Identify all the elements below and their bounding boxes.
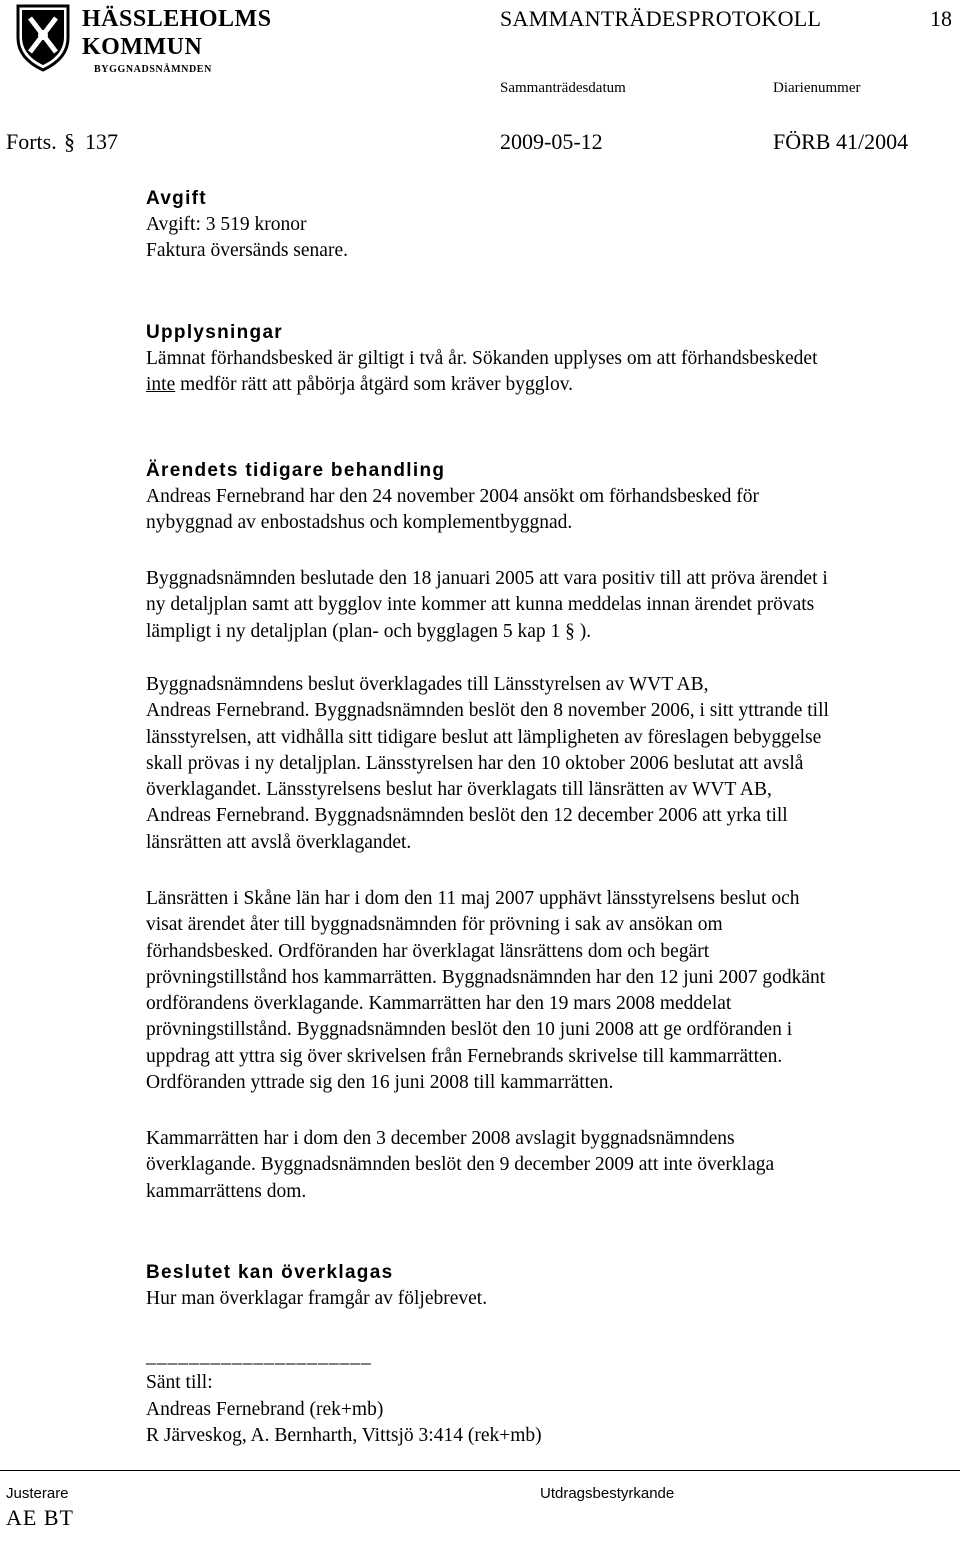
paragraph-line: länsstyrelsen, att vidhålla sitt tidigare beslut att lämpligheten av föreslagen bebyggelse: [146, 726, 822, 748]
continued-label: Forts.: [6, 129, 57, 154]
paragraph-line: lämpligt i ny detaljplan (plan- och bygglagen 5 kap 1 § ).: [146, 620, 592, 642]
extract-certification-label: Utdragsbestyrkande: [540, 1485, 675, 1502]
paragraph-line: länsrätten att avslå överklagandet.: [146, 831, 412, 853]
section-symbol: §: [64, 129, 75, 154]
paragraph-line: prövningstillstånd. Byggnadsnämnden beslöt den 10 juni 2008 att ge ordföranden i: [146, 1019, 793, 1041]
paragraph-line: överklagande. Byggnadsnämnden beslöt den 9 december 2009 att inte överklaga: [146, 1154, 775, 1176]
information-line-rest: medför rätt att påbörja åtgärd som kräver bygglov.: [175, 374, 574, 396]
paragraph-line: Kammarrätten har i dom den 3 december 2008 avslagit byggnadsnämndens: [146, 1128, 735, 1149]
coat-of-arms-icon: [14, 2, 72, 72]
paragraph-line: förhandsbesked. Ordföranden har överklagat länsrättens dom och begärt: [146, 940, 710, 962]
logo-text-municipality: HÄSSLEHOLMS: [82, 6, 272, 32]
paragraph-line: Andreas Fernebrand. Byggnadsnämnden beslöt den 12 december 2006 att yrka till: [146, 805, 788, 827]
case-history-section: [146, 458, 956, 537]
appeal-heading: Beslutet kan överklagas: [146, 1262, 394, 1283]
paragraph-line: prövningstillstånd hos kammarrätten. Byggnadsnämnden har den 12 juni 2007 godkänt: [146, 966, 826, 988]
information-heading: Upplysningar: [146, 322, 284, 343]
paragraph-line: Andreas Fernebrand. Byggnadsnämnden beslöt den 8 november 2006, i sitt yttrande till: [146, 700, 829, 722]
footer-divider: [0, 1470, 960, 1471]
meeting-date-label: Sammanträdesdatum: [500, 80, 626, 96]
logo-text-kommun: KOMMUN: [82, 34, 203, 60]
diary-number-label: Diarienummer: [773, 80, 861, 96]
paragraph-line: skall prövas i ny detaljplan. Länsstyrelsen har den 10 oktober 2006 beslutat att avslå: [146, 752, 804, 774]
paragraph-line: Byggnadsnämnden beslutade den 18 januari 2005 att vara positiv till att pröva ärendet i: [146, 568, 828, 589]
municipality-logo: [14, 2, 272, 78]
paragraph-line: ordförandens överklagande. Kammarrätten har den 19 mars 2008 meddelat: [146, 993, 732, 1015]
section-number: 137: [85, 129, 118, 154]
history-paragraph-3: [146, 672, 956, 856]
separator-rule: _____________________: [146, 1346, 372, 1367]
page-number: 18: [930, 6, 952, 31]
paragraph-line: Länsrätten i Skåne län har i dom den 11 maj 2007 upphävt länsstyrelsens beslut och: [146, 888, 800, 909]
fee-section: [146, 186, 956, 265]
adjuster-initials: AE BT: [6, 1505, 74, 1530]
paragraph-line: överklagandet. Länsstyrelsens beslut har överklagats till länsrätten av WVT AB,: [146, 779, 772, 801]
history-paragraph-2: [146, 566, 956, 645]
history-paragraph-5: [146, 1126, 956, 1205]
paragraph-line: visat ärendet åter till byggnadsnämnden för prövning i sak av ansökan om: [146, 914, 723, 936]
document-title: SAMMANTRÄDESPROTOKOLL: [500, 6, 822, 31]
sent-to-label: Sänt till:: [146, 1372, 213, 1394]
paragraph-line: Andreas Fernebrand har den 24 november 2004 ansökt om förhandsbesked för: [146, 486, 759, 507]
case-history-heading: Ärendets tidigare behandling: [146, 460, 446, 481]
underlined-word: inte: [146, 374, 176, 396]
information-line: [146, 372, 956, 398]
paragraph-line: ny detaljplan samt att bygglov inte kommer att kunna meddelas innan ärendet prövats: [146, 594, 815, 616]
appeal-section: [146, 1260, 956, 1312]
adjuster-label: Justerare: [6, 1485, 69, 1502]
logo-text-department: BYGGNADSNÄMNDEN: [94, 64, 212, 75]
recipient: R Järveskog, A. Bernharth, Vittsjö 3:414 (rek+mb): [146, 1424, 542, 1446]
diary-number: FÖRB 41/2004: [773, 129, 909, 154]
information-line: Lämnat förhandsbesked är giltigt i två år. Sökanden upplyses om att förhandsbeskedet: [146, 348, 818, 369]
paragraph-line: kammarrättens dom.: [146, 1180, 307, 1202]
fee-amount: Avgift: 3 519 kronor: [146, 214, 307, 235]
information-section: [146, 320, 956, 399]
recipient: Andreas Fernebrand (rek+mb): [146, 1398, 384, 1420]
paragraph-line: Ordföranden yttrade sig den 16 juni 2008 till kammarrätten.: [146, 1072, 614, 1094]
paragraph-line: nybyggnad av enbostadshus och komplementbyggnad.: [146, 512, 573, 534]
fee-heading: Avgift: [146, 188, 207, 209]
history-paragraph-4: [146, 886, 956, 1096]
appeal-info: Hur man överklagar framgår av följebrevet.: [146, 1288, 488, 1309]
meeting-date: 2009-05-12: [500, 129, 603, 154]
distribution-section: [146, 1344, 956, 1449]
paragraph-line: uppdrag att yttra sig över skrivelsen från Fernebrands skrivelse till kammarrätten.: [146, 1045, 783, 1067]
fee-invoice-note: Faktura översänds senare.: [146, 240, 348, 262]
paragraph-line: Byggnadsnämndens beslut överklagades till Länsstyrelsen av WVT AB,: [146, 674, 709, 695]
